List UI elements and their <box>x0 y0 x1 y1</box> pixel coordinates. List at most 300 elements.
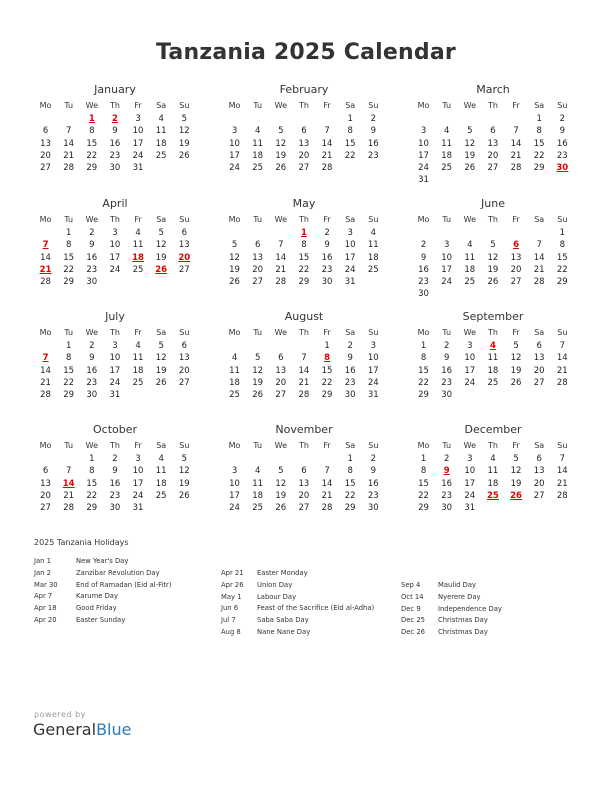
day[interactable]: 8 <box>347 466 353 477</box>
day[interactable]: 5 <box>278 466 284 477</box>
day[interactable]: 9 <box>112 466 118 477</box>
day[interactable]: 26 <box>229 277 240 288</box>
day[interactable]: 7 <box>65 126 72 137</box>
day[interactable]: 23 <box>367 490 379 501</box>
day[interactable]: 8 <box>347 126 353 137</box>
day[interactable]: 2 <box>324 228 330 238</box>
day[interactable]: 9 <box>89 353 95 364</box>
day[interactable]: 21 <box>556 478 568 489</box>
day[interactable]: 24 <box>464 377 476 388</box>
day[interactable]: 15 <box>86 478 98 489</box>
day[interactable]: 6 <box>536 454 542 464</box>
day[interactable]: 27 <box>40 163 51 174</box>
day[interactable]: 12 <box>155 353 167 364</box>
day[interactable]: 11 <box>132 240 144 251</box>
day[interactable]: 19 <box>510 478 522 489</box>
day[interactable]: 25 <box>155 490 167 501</box>
day[interactable]: 8 <box>89 466 95 477</box>
day[interactable]: 29 <box>418 503 429 514</box>
day[interactable]: 3 <box>420 126 427 137</box>
day[interactable]: 15 <box>533 138 545 149</box>
day[interactable]: 31 <box>464 503 476 514</box>
day[interactable]: 20 <box>533 365 545 376</box>
day[interactable]: 20 <box>275 377 287 388</box>
day[interactable]: 14 <box>40 252 51 263</box>
day[interactable]: 1 <box>559 228 566 238</box>
day[interactable]: 15 <box>418 478 429 489</box>
day[interactable]: 24 <box>418 163 429 174</box>
day[interactable]: 2 <box>347 341 353 351</box>
day[interactable]: 23 <box>441 490 453 501</box>
day[interactable]: 29 <box>533 163 545 174</box>
day[interactable]: 17 <box>132 138 144 149</box>
day[interactable]: 20 <box>487 150 499 161</box>
day[interactable]: 1 <box>420 454 427 464</box>
day[interactable]: 14 <box>510 138 522 149</box>
day[interactable]: 3 <box>112 228 118 238</box>
day[interactable]: 8 <box>65 240 72 251</box>
day[interactable]: 28 <box>63 503 75 514</box>
day[interactable]: 11 <box>155 466 167 477</box>
day[interactable]: 2 <box>112 454 118 464</box>
day[interactable]: 15 <box>344 478 356 489</box>
day[interactable]: 9 <box>324 240 330 251</box>
day[interactable]: 31 <box>132 503 144 514</box>
day[interactable]: 5 <box>513 341 519 351</box>
day[interactable]: 19 <box>178 478 190 489</box>
day[interactable]: 4 <box>158 114 164 124</box>
day[interactable]: 24 <box>132 490 144 501</box>
day[interactable]: 1 <box>324 341 330 351</box>
day[interactable]: 16 <box>441 478 453 489</box>
day[interactable]: 18 <box>487 365 499 376</box>
day[interactable]: 17 <box>229 150 240 161</box>
day[interactable]: 4 <box>158 454 164 464</box>
day[interactable]: 8 <box>301 240 307 251</box>
day[interactable]: 20 <box>510 264 522 275</box>
day[interactable]: 18 <box>367 252 379 263</box>
day[interactable]: 2 <box>443 454 450 464</box>
day[interactable]: 22 <box>533 150 545 161</box>
day[interactable]: 28 <box>510 163 522 174</box>
day[interactable]: 13 <box>252 252 264 263</box>
day[interactable]: 29 <box>63 277 75 288</box>
day[interactable]: 9 <box>347 353 353 364</box>
day[interactable]: 23 <box>321 264 333 275</box>
day[interactable]: 4 <box>443 126 450 137</box>
day[interactable]: 2 <box>559 114 566 124</box>
day[interactable]: 4 <box>490 454 496 464</box>
day[interactable]: 25 <box>252 163 264 174</box>
day[interactable]: 1 <box>420 341 427 351</box>
day[interactable]: 23 <box>556 150 568 161</box>
day[interactable]: 19 <box>229 264 240 275</box>
day[interactable]: 13 <box>178 240 190 251</box>
day[interactable]: 17 <box>441 264 453 275</box>
day[interactable]: 12 <box>510 466 522 477</box>
day[interactable]: 13 <box>178 353 190 364</box>
day[interactable]: 22 <box>418 377 429 388</box>
day[interactable]: 24 <box>109 377 121 388</box>
day[interactable]: 20 <box>40 490 51 501</box>
day[interactable]: 17 <box>344 252 356 263</box>
day[interactable]: 20 <box>298 490 310 501</box>
day[interactable]: 13 <box>298 138 310 149</box>
day[interactable]: 22 <box>344 490 356 501</box>
day[interactable]: 27 <box>533 490 545 501</box>
day[interactable]: 19 <box>275 150 287 161</box>
day[interactable]: 23 <box>86 264 98 275</box>
day[interactable]: 1 <box>65 228 72 238</box>
day[interactable]: 8 <box>65 353 72 364</box>
day[interactable]: 3 <box>231 126 238 137</box>
day[interactable]: 2 <box>443 341 450 351</box>
day[interactable]: 29 <box>321 390 333 401</box>
day[interactable]: 27 <box>298 503 310 514</box>
holiday-day[interactable]: 8 <box>324 353 331 364</box>
day[interactable]: 10 <box>229 138 240 149</box>
day[interactable]: 21 <box>40 377 51 388</box>
day[interactable]: 27 <box>510 277 522 288</box>
holiday-day[interactable]: 1 <box>300 228 307 238</box>
day[interactable]: 12 <box>464 138 476 149</box>
day[interactable]: 27 <box>487 163 499 174</box>
day[interactable]: 11 <box>155 126 167 137</box>
day[interactable]: 15 <box>344 138 356 149</box>
day[interactable]: 29 <box>86 163 98 174</box>
day[interactable]: 10 <box>132 126 144 137</box>
day[interactable]: 6 <box>278 353 284 364</box>
day[interactable]: 23 <box>86 377 98 388</box>
holiday-day[interactable]: 14 <box>62 478 75 489</box>
holiday-day[interactable]: 26 <box>510 490 522 501</box>
day[interactable]: 27 <box>533 377 545 388</box>
day[interactable]: 23 <box>109 150 121 161</box>
day[interactable]: 30 <box>344 390 356 401</box>
brand-logo[interactable] <box>33 720 131 739</box>
day[interactable]: 16 <box>367 478 379 489</box>
day[interactable]: 25 <box>441 163 453 174</box>
day[interactable]: 6 <box>42 126 49 137</box>
day[interactable]: 13 <box>510 252 522 263</box>
day[interactable]: 20 <box>298 150 310 161</box>
day[interactable]: 9 <box>370 466 377 477</box>
day[interactable]: 6 <box>490 126 496 137</box>
day[interactable]: 10 <box>229 478 240 489</box>
day[interactable]: 4 <box>370 228 377 238</box>
day[interactable]: 25 <box>229 390 240 401</box>
day[interactable]: 16 <box>418 264 429 275</box>
day[interactable]: 10 <box>441 252 453 263</box>
day[interactable]: 15 <box>86 138 98 149</box>
day[interactable]: 16 <box>86 365 98 376</box>
holiday-day[interactable]: 2 <box>111 114 118 124</box>
day[interactable]: 24 <box>229 503 240 514</box>
day[interactable]: 30 <box>367 503 379 514</box>
holiday-day[interactable]: 1 <box>88 114 95 124</box>
day[interactable]: 24 <box>464 490 476 501</box>
day[interactable]: 4 <box>135 341 141 351</box>
day[interactable]: 16 <box>321 252 333 263</box>
day[interactable]: 1 <box>347 454 353 464</box>
day[interactable]: 23 <box>441 377 453 388</box>
day[interactable]: 27 <box>178 264 190 275</box>
day[interactable]: 25 <box>487 377 499 388</box>
day[interactable]: 28 <box>298 390 310 401</box>
day[interactable]: 30 <box>321 277 333 288</box>
day[interactable]: 7 <box>324 466 330 477</box>
day[interactable]: 22 <box>86 150 98 161</box>
day[interactable]: 3 <box>467 341 473 351</box>
day[interactable]: 18 <box>441 150 453 161</box>
holiday-day[interactable]: 4 <box>489 341 496 351</box>
holiday-day[interactable]: 7 <box>42 240 49 251</box>
day[interactable]: 30 <box>441 390 453 401</box>
day[interactable]: 26 <box>275 503 287 514</box>
day[interactable]: 27 <box>40 503 51 514</box>
day[interactable]: 17 <box>418 150 429 161</box>
holiday-day[interactable]: 21 <box>39 264 52 275</box>
day[interactable]: 13 <box>533 353 545 364</box>
day[interactable]: 19 <box>464 150 476 161</box>
day[interactable]: 19 <box>275 490 287 501</box>
day[interactable]: 19 <box>155 365 167 376</box>
day[interactable]: 18 <box>229 377 240 388</box>
day[interactable]: 11 <box>487 466 499 477</box>
day[interactable]: 4 <box>254 466 261 477</box>
day[interactable]: 8 <box>420 353 427 364</box>
day[interactable]: 7 <box>559 341 566 351</box>
day[interactable]: 1 <box>89 454 95 464</box>
day[interactable]: 10 <box>344 240 356 251</box>
day[interactable]: 5 <box>158 341 164 351</box>
day[interactable]: 25 <box>132 264 144 275</box>
day[interactable]: 2 <box>89 341 95 351</box>
day[interactable]: 15 <box>63 365 75 376</box>
holiday-day[interactable]: 9 <box>443 466 450 477</box>
day[interactable]: 15 <box>418 365 429 376</box>
holiday-day[interactable]: 6 <box>513 240 520 251</box>
day[interactable]: 8 <box>559 240 566 251</box>
day[interactable]: 15 <box>321 365 333 376</box>
day[interactable]: 29 <box>63 390 75 401</box>
day[interactable]: 10 <box>109 240 121 251</box>
day[interactable]: 4 <box>231 353 238 364</box>
day[interactable]: 23 <box>344 377 356 388</box>
day[interactable]: 10 <box>109 353 121 364</box>
day[interactable]: 19 <box>178 138 190 149</box>
day[interactable]: 14 <box>40 365 51 376</box>
day[interactable]: 9 <box>112 126 118 137</box>
day[interactable]: 19 <box>510 365 522 376</box>
day[interactable]: 14 <box>298 365 310 376</box>
day[interactable]: 21 <box>63 490 75 501</box>
day[interactable]: 24 <box>229 163 240 174</box>
day[interactable]: 27 <box>178 377 190 388</box>
day[interactable]: 17 <box>464 365 476 376</box>
day[interactable]: 5 <box>467 126 473 137</box>
day[interactable]: 28 <box>556 490 568 501</box>
day[interactable]: 11 <box>252 138 264 149</box>
day[interactable]: 13 <box>533 466 545 477</box>
day[interactable]: 30 <box>441 503 453 514</box>
day[interactable]: 16 <box>109 138 121 149</box>
day[interactable]: 11 <box>464 252 476 263</box>
day[interactable]: 5 <box>181 114 188 124</box>
day[interactable]: 16 <box>367 138 379 149</box>
day[interactable]: 17 <box>109 252 121 263</box>
day[interactable]: 21 <box>275 264 287 275</box>
day[interactable]: 3 <box>443 240 450 251</box>
day[interactable]: 21 <box>533 264 545 275</box>
day[interactable]: 11 <box>252 478 264 489</box>
day[interactable]: 19 <box>487 264 499 275</box>
day[interactable]: 10 <box>464 353 476 364</box>
day[interactable]: 16 <box>109 478 121 489</box>
day[interactable]: 22 <box>63 377 75 388</box>
day[interactable]: 13 <box>40 138 51 149</box>
day[interactable]: 3 <box>347 228 353 238</box>
day[interactable]: 16 <box>556 138 568 149</box>
day[interactable]: 21 <box>556 365 568 376</box>
day[interactable]: 18 <box>155 138 167 149</box>
day[interactable]: 12 <box>178 466 190 477</box>
day[interactable]: 1 <box>536 114 542 124</box>
day[interactable]: 24 <box>109 264 121 275</box>
day[interactable]: 12 <box>487 252 499 263</box>
day[interactable]: 13 <box>40 478 51 489</box>
day[interactable]: 30 <box>86 277 98 288</box>
day[interactable]: 7 <box>324 126 330 137</box>
day[interactable]: 22 <box>298 264 310 275</box>
day[interactable]: 23 <box>418 277 429 288</box>
day[interactable]: 5 <box>181 454 188 464</box>
day[interactable]: 29 <box>298 277 310 288</box>
day[interactable]: 18 <box>464 264 476 275</box>
day[interactable]: 16 <box>86 252 98 263</box>
day[interactable]: 31 <box>344 277 356 288</box>
day[interactable]: 14 <box>556 353 568 364</box>
day[interactable]: 17 <box>132 478 144 489</box>
day[interactable]: 18 <box>252 490 264 501</box>
day[interactable]: 18 <box>252 150 264 161</box>
day[interactable]: 6 <box>254 240 261 251</box>
day[interactable]: 18 <box>487 478 499 489</box>
day[interactable]: 10 <box>132 466 144 477</box>
day[interactable]: 3 <box>231 466 238 477</box>
day[interactable]: 9 <box>443 353 450 364</box>
day[interactable]: 28 <box>556 377 568 388</box>
day[interactable]: 17 <box>464 478 476 489</box>
day[interactable]: 1 <box>347 114 353 124</box>
day[interactable]: 11 <box>487 353 499 364</box>
day[interactable]: 26 <box>487 277 499 288</box>
day[interactable]: 25 <box>252 503 264 514</box>
day[interactable]: 2 <box>89 228 95 238</box>
day[interactable]: 3 <box>112 341 118 351</box>
day[interactable]: 2 <box>420 240 427 251</box>
day[interactable]: 12 <box>510 353 522 364</box>
day[interactable]: 1 <box>65 341 72 351</box>
day[interactable]: 13 <box>487 138 499 149</box>
day[interactable]: 23 <box>109 490 121 501</box>
day[interactable]: 10 <box>464 466 476 477</box>
day[interactable]: 12 <box>252 365 264 376</box>
day[interactable]: 22 <box>344 150 356 161</box>
day[interactable]: 28 <box>321 163 333 174</box>
day[interactable]: 18 <box>132 365 144 376</box>
day[interactable]: 14 <box>63 138 75 149</box>
day[interactable]: 3 <box>135 114 141 124</box>
day[interactable]: 3 <box>370 341 377 351</box>
day[interactable]: 25 <box>132 377 144 388</box>
day[interactable]: 7 <box>513 126 519 137</box>
day[interactable]: 30 <box>109 163 121 174</box>
day[interactable]: 3 <box>467 454 473 464</box>
day[interactable]: 12 <box>229 252 240 263</box>
day[interactable]: 28 <box>321 503 333 514</box>
day[interactable]: 24 <box>132 150 144 161</box>
day[interactable]: 6 <box>301 466 307 477</box>
day[interactable]: 28 <box>40 277 51 288</box>
day[interactable]: 26 <box>252 390 264 401</box>
day[interactable]: 7 <box>278 240 284 251</box>
day[interactable]: 25 <box>464 277 476 288</box>
day[interactable]: 9 <box>89 240 95 251</box>
day[interactable]: 11 <box>229 365 240 376</box>
day[interactable]: 31 <box>367 390 379 401</box>
day[interactable]: 16 <box>344 365 356 376</box>
day[interactable]: 4 <box>254 126 261 137</box>
day[interactable]: 6 <box>181 228 188 238</box>
day[interactable]: 17 <box>367 365 379 376</box>
day[interactable]: 5 <box>231 240 238 251</box>
day[interactable]: 3 <box>135 454 141 464</box>
day[interactable]: 15 <box>63 252 75 263</box>
day[interactable]: 26 <box>155 377 167 388</box>
day[interactable]: 10 <box>367 353 379 364</box>
day[interactable]: 20 <box>533 478 545 489</box>
day[interactable]: 14 <box>321 138 333 149</box>
day[interactable]: 5 <box>254 353 261 364</box>
day[interactable]: 21 <box>63 150 75 161</box>
day[interactable]: 28 <box>40 390 51 401</box>
day[interactable]: 14 <box>275 252 287 263</box>
day[interactable]: 21 <box>298 377 310 388</box>
holiday-day[interactable]: 18 <box>132 252 144 263</box>
day[interactable]: 21 <box>510 150 522 161</box>
day[interactable]: 12 <box>178 126 190 137</box>
day[interactable]: 25 <box>367 264 379 275</box>
day[interactable]: 9 <box>559 126 566 137</box>
day[interactable]: 14 <box>556 466 568 477</box>
day[interactable]: 2 <box>370 454 377 464</box>
day[interactable]: 5 <box>513 454 519 464</box>
day[interactable]: 11 <box>132 353 144 364</box>
day[interactable]: 10 <box>418 138 429 149</box>
holiday-day[interactable]: 30 <box>556 163 569 174</box>
day[interactable]: 15 <box>298 252 310 263</box>
day[interactable]: 27 <box>275 390 287 401</box>
day[interactable]: 5 <box>278 126 284 137</box>
day[interactable]: 26 <box>275 163 287 174</box>
day[interactable]: 31 <box>132 163 144 174</box>
day[interactable]: 9 <box>420 252 427 263</box>
day[interactable]: 7 <box>536 240 542 251</box>
day[interactable]: 4 <box>135 228 141 238</box>
day[interactable]: 6 <box>536 341 542 351</box>
day[interactable]: 17 <box>229 490 240 501</box>
